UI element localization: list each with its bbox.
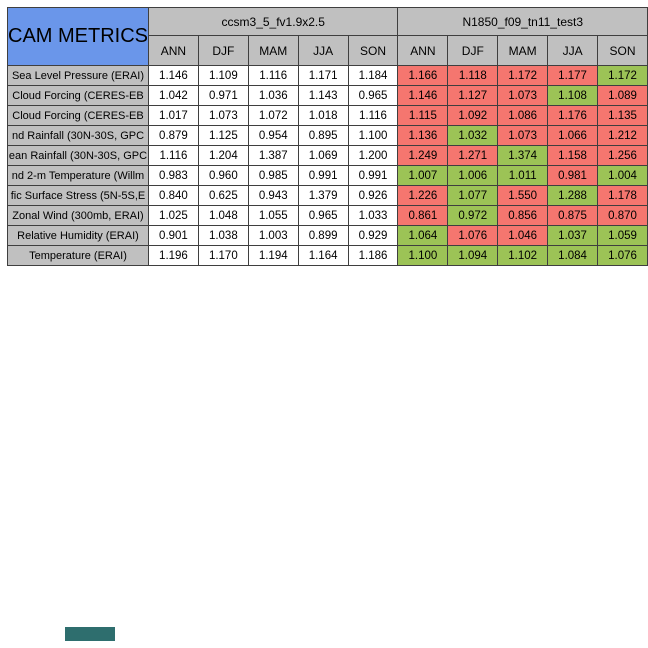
baseline-value-cell: 1.036 <box>248 86 298 106</box>
test-value-cell: 1.076 <box>448 226 498 246</box>
season-header: DJF <box>448 36 498 66</box>
season-header: JJA <box>298 36 348 66</box>
test-value-cell: 1.089 <box>598 86 648 106</box>
season-header: ANN <box>149 36 199 66</box>
test-value-cell: 1.118 <box>448 66 498 86</box>
baseline-value-cell: 1.143 <box>298 86 348 106</box>
test-value-cell: 1.172 <box>498 66 548 86</box>
test-value-cell: 1.146 <box>398 86 448 106</box>
test-value-cell: 1.374 <box>498 146 548 166</box>
row-label: Temperature (ERAI) <box>8 246 149 266</box>
baseline-value-cell: 1.116 <box>248 66 298 86</box>
test-value-cell: 1.076 <box>598 246 648 266</box>
test-value-cell: 1.178 <box>598 186 648 206</box>
baseline-value-cell: 1.200 <box>348 146 398 166</box>
table-row <box>8 226 648 246</box>
page-title: CAM METRICS <box>8 8 149 66</box>
row-label: nd 2-m Temperature (Willm <box>8 166 149 186</box>
baseline-value-cell: 1.146 <box>149 66 199 86</box>
baseline-value-cell: 1.125 <box>198 126 248 146</box>
baseline-value-cell: 1.387 <box>248 146 298 166</box>
table-row <box>8 126 648 146</box>
baseline-value-cell: 0.895 <box>298 126 348 146</box>
baseline-value-cell: 1.164 <box>298 246 348 266</box>
baseline-value-cell: 0.991 <box>348 166 398 186</box>
table-row <box>8 146 648 166</box>
column-group-test: N1850_f09_tn11_test3 <box>398 8 648 36</box>
test-value-cell: 1.135 <box>598 106 648 126</box>
test-value-cell: 0.870 <box>598 206 648 226</box>
table-row <box>8 186 648 206</box>
test-value-cell: 1.006 <box>448 166 498 186</box>
season-header: SON <box>598 36 648 66</box>
test-value-cell: 1.073 <box>498 86 548 106</box>
test-value-cell: 1.256 <box>598 146 648 166</box>
row-label: Sea Level Pressure (ERAI) <box>8 66 149 86</box>
test-value-cell: 1.108 <box>548 86 598 106</box>
baseline-value-cell: 1.194 <box>248 246 298 266</box>
baseline-value-cell: 1.048 <box>198 206 248 226</box>
season-header: SON <box>348 36 398 66</box>
row-label: nd Rainfall (30N-30S, GPC <box>8 126 149 146</box>
test-value-cell: 1.271 <box>448 146 498 166</box>
row-label: fic Surface Stress (5N-5S,E <box>8 186 149 206</box>
test-value-cell: 1.084 <box>548 246 598 266</box>
baseline-value-cell: 0.991 <box>298 166 348 186</box>
test-value-cell: 0.861 <box>398 206 448 226</box>
test-value-cell: 0.972 <box>448 206 498 226</box>
baseline-value-cell: 0.983 <box>149 166 199 186</box>
season-header: MAM <box>248 36 298 66</box>
baseline-value-cell: 0.965 <box>298 206 348 226</box>
test-value-cell: 1.226 <box>398 186 448 206</box>
baseline-value-cell: 0.899 <box>298 226 348 246</box>
table-row <box>8 206 648 226</box>
test-value-cell: 1.166 <box>398 66 448 86</box>
baseline-value-cell: 1.073 <box>198 106 248 126</box>
test-value-cell: 1.176 <box>548 106 598 126</box>
test-value-cell: 1.094 <box>448 246 498 266</box>
table-row <box>8 246 648 266</box>
test-value-cell: 1.127 <box>448 86 498 106</box>
row-label: ean Rainfall (30N-30S, GPC <box>8 146 149 166</box>
baseline-value-cell: 1.116 <box>348 106 398 126</box>
group-header-row <box>8 8 648 36</box>
baseline-value-cell: 0.971 <box>198 86 248 106</box>
baseline-value-cell: 1.003 <box>248 226 298 246</box>
baseline-value-cell: 0.901 <box>149 226 199 246</box>
baseline-value-cell: 1.379 <box>298 186 348 206</box>
baseline-value-cell: 1.196 <box>149 246 199 266</box>
test-value-cell: 1.064 <box>398 226 448 246</box>
test-value-cell: 1.004 <box>598 166 648 186</box>
test-value-cell: 1.086 <box>498 106 548 126</box>
table-row <box>8 86 648 106</box>
table-body <box>8 66 648 266</box>
teal-marker <box>65 627 115 641</box>
test-value-cell: 1.059 <box>598 226 648 246</box>
table-header <box>8 8 648 66</box>
row-label: Cloud Forcing (CERES-EB <box>8 106 149 126</box>
test-value-cell: 1.136 <box>398 126 448 146</box>
baseline-value-cell: 0.929 <box>348 226 398 246</box>
baseline-value-cell: 1.069 <box>298 146 348 166</box>
test-value-cell: 1.102 <box>498 246 548 266</box>
baseline-value-cell: 1.042 <box>149 86 199 106</box>
baseline-value-cell: 0.625 <box>198 186 248 206</box>
test-value-cell: 1.011 <box>498 166 548 186</box>
test-value-cell: 1.100 <box>398 246 448 266</box>
test-value-cell: 1.172 <box>598 66 648 86</box>
baseline-value-cell: 1.171 <box>298 66 348 86</box>
baseline-value-cell: 1.055 <box>248 206 298 226</box>
baseline-value-cell: 1.100 <box>348 126 398 146</box>
baseline-value-cell: 1.186 <box>348 246 398 266</box>
test-value-cell: 0.856 <box>498 206 548 226</box>
baseline-value-cell: 0.960 <box>198 166 248 186</box>
season-header: MAM <box>498 36 548 66</box>
baseline-value-cell: 1.038 <box>198 226 248 246</box>
table-row <box>8 66 648 86</box>
baseline-value-cell: 1.116 <box>149 146 199 166</box>
baseline-value-cell: 1.017 <box>149 106 199 126</box>
test-value-cell: 1.073 <box>498 126 548 146</box>
test-value-cell: 0.981 <box>548 166 598 186</box>
test-value-cell: 1.077 <box>448 186 498 206</box>
baseline-value-cell: 1.170 <box>198 246 248 266</box>
baseline-value-cell: 1.018 <box>298 106 348 126</box>
baseline-value-cell: 1.033 <box>348 206 398 226</box>
cam-metrics-table <box>7 7 648 266</box>
baseline-value-cell: 0.879 <box>149 126 199 146</box>
baseline-value-cell: 0.926 <box>348 186 398 206</box>
baseline-value-cell: 1.025 <box>149 206 199 226</box>
test-value-cell: 1.066 <box>548 126 598 146</box>
test-value-cell: 1.288 <box>548 186 598 206</box>
baseline-value-cell: 0.954 <box>248 126 298 146</box>
test-value-cell: 1.249 <box>398 146 448 166</box>
table-row <box>8 166 648 186</box>
season-header: ANN <box>398 36 448 66</box>
test-value-cell: 1.092 <box>448 106 498 126</box>
test-value-cell: 1.550 <box>498 186 548 206</box>
test-value-cell: 1.032 <box>448 126 498 146</box>
test-value-cell: 1.158 <box>548 146 598 166</box>
season-header: DJF <box>198 36 248 66</box>
baseline-value-cell: 1.109 <box>198 66 248 86</box>
test-value-cell: 0.875 <box>548 206 598 226</box>
test-value-cell: 1.046 <box>498 226 548 246</box>
baseline-value-cell: 1.072 <box>248 106 298 126</box>
season-header: JJA <box>548 36 598 66</box>
column-group-baseline: ccsm3_5_fv1.9x2.5 <box>149 8 398 36</box>
row-label: Relative Humidity (ERAI) <box>8 226 149 246</box>
baseline-value-cell: 0.943 <box>248 186 298 206</box>
baseline-value-cell: 0.840 <box>149 186 199 206</box>
test-value-cell: 1.177 <box>548 66 598 86</box>
test-value-cell: 1.037 <box>548 226 598 246</box>
baseline-value-cell: 1.184 <box>348 66 398 86</box>
test-value-cell: 1.115 <box>398 106 448 126</box>
row-label: Cloud Forcing (CERES-EB <box>8 86 149 106</box>
baseline-value-cell: 1.204 <box>198 146 248 166</box>
baseline-value-cell: 0.985 <box>248 166 298 186</box>
row-label: Zonal Wind (300mb, ERAI) <box>8 206 149 226</box>
test-value-cell: 1.007 <box>398 166 448 186</box>
baseline-value-cell: 0.965 <box>348 86 398 106</box>
test-value-cell: 1.212 <box>598 126 648 146</box>
table-row <box>8 106 648 126</box>
